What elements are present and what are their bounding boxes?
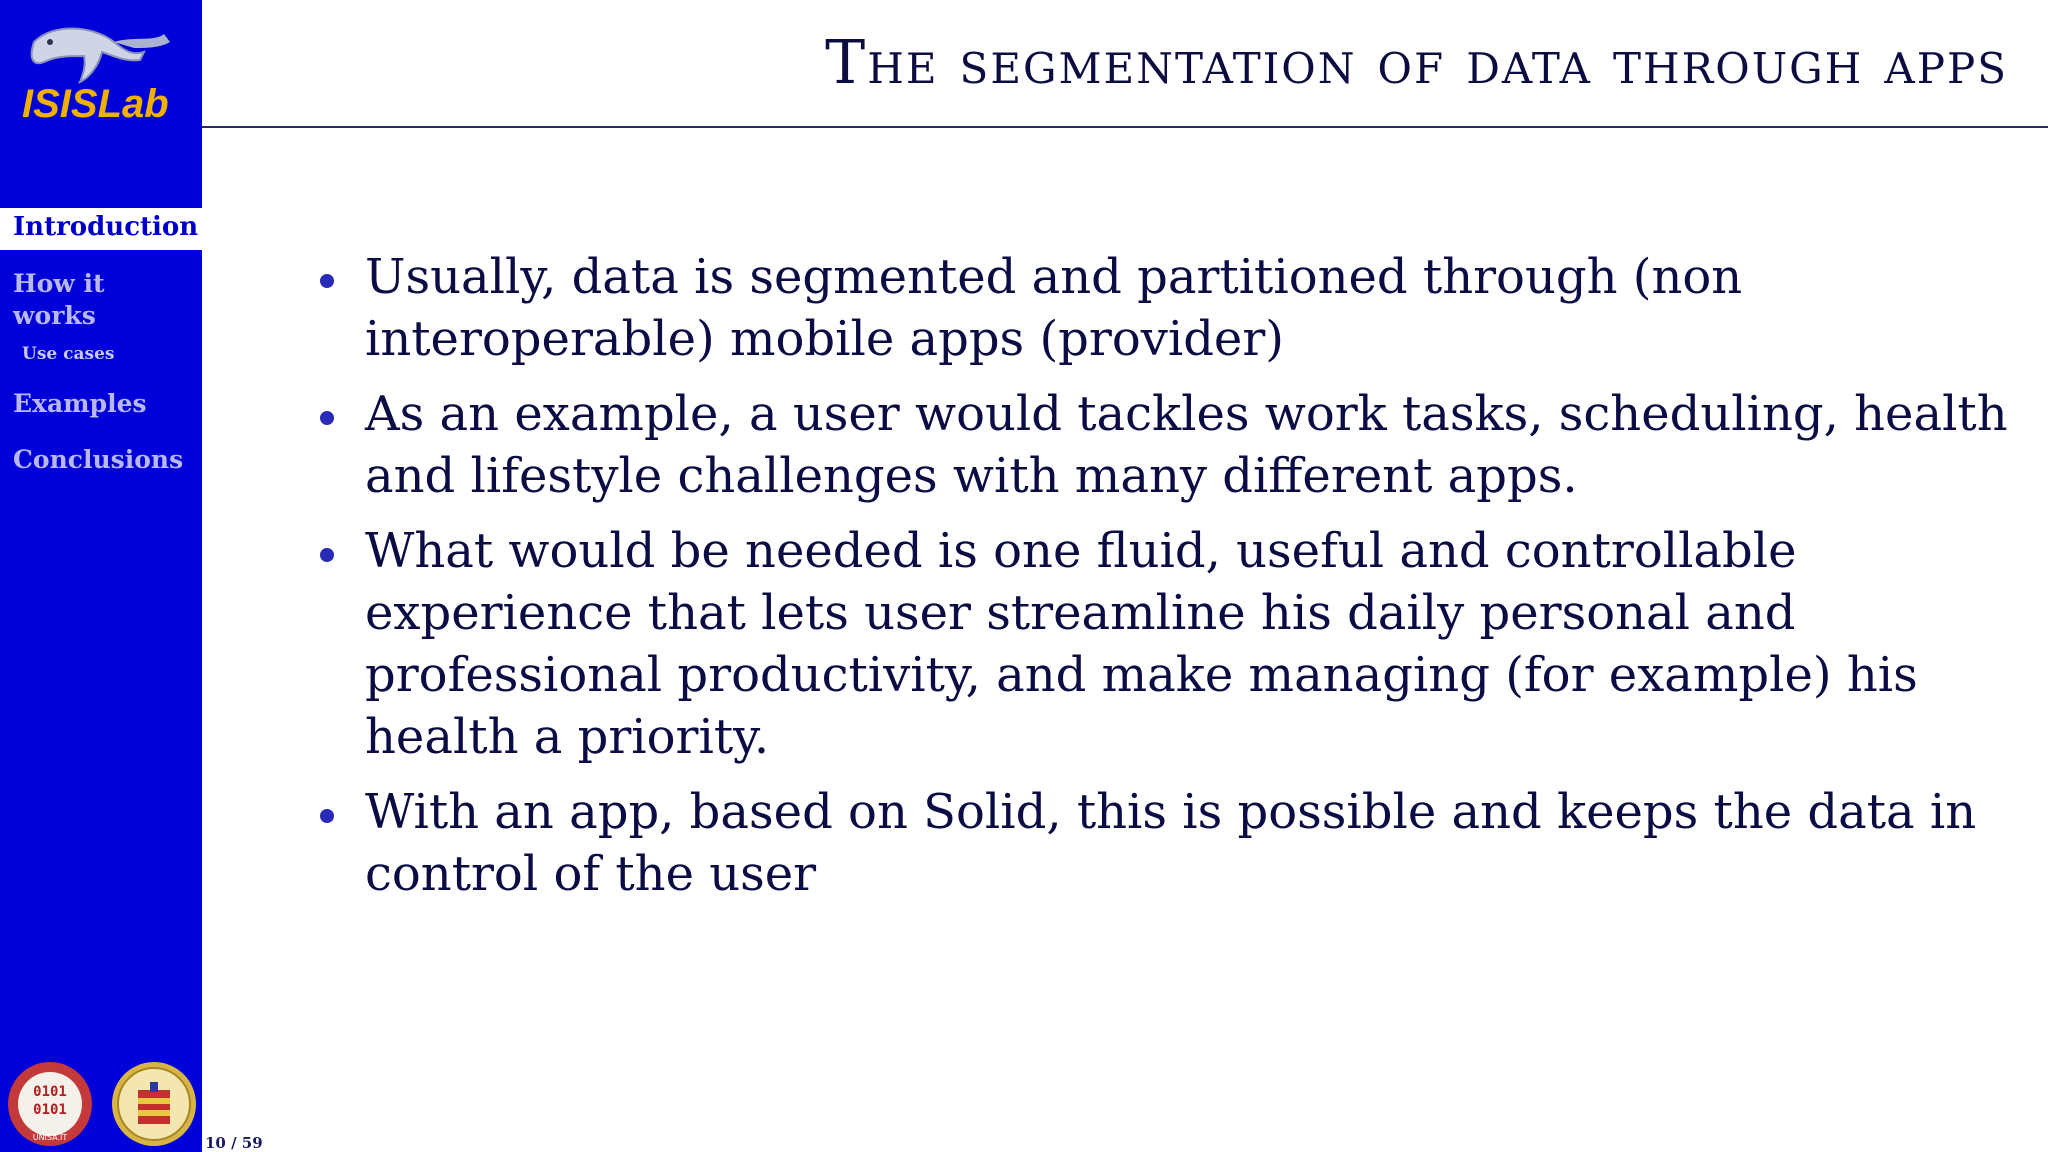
logo-text: ISISLab — [22, 82, 169, 126]
nav-item-introduction-label: Introduction — [13, 212, 199, 242]
bullet-text: What would be needed is one fluid, useful and controllable experience that lets user streamline his daily personal and professional productivity, and make managing (for example) his health a priority. — [365, 523, 1918, 765]
seal-bottom-text: UNISA.IT — [32, 1133, 68, 1142]
page-number: 10 / 59 — [205, 1134, 263, 1152]
nav-item-examples[interactable]: Examples — [13, 389, 147, 418]
dolphin-icon — [32, 28, 170, 82]
isislab-logo — [14, 12, 184, 132]
bullet-dot-icon — [320, 809, 334, 823]
bullet-dot-icon — [320, 548, 334, 562]
bullet-item — [318, 520, 2018, 768]
department-seal-icon — [6, 1060, 94, 1148]
bullet-item — [318, 781, 2018, 905]
seal-digits: 0101 — [33, 1084, 67, 1100]
bullet-list — [318, 246, 2018, 918]
bullet-dot-icon — [320, 274, 334, 288]
bullet-item — [318, 383, 2018, 507]
nav-item-how-it-works-line1: How it — [13, 269, 105, 298]
bullet-text: As an example, a user would tackles work tasks, scheduling, health and lifestyle challenges with many different apps. — [365, 386, 2008, 504]
seal-digits-2: 0101 — [33, 1102, 67, 1118]
nav-item-introduction[interactable] — [0, 208, 202, 250]
bullet-text: With an app, based on Solid, this is possible and keeps the data in control of the user — [365, 784, 1977, 902]
bullet-text: Usually, data is segmented and partitioned through (non interoperable) mobile apps (provider) — [365, 249, 1743, 367]
nav-item-how-it-works-line2: works — [13, 301, 96, 330]
nav-item-conclusions[interactable]: Conclusions — [13, 445, 184, 474]
bullet-item — [318, 246, 2018, 370]
slide-title: The segmentation of data through apps — [825, 28, 2008, 98]
university-seal-icon — [110, 1060, 198, 1148]
nav-subitem-use-cases[interactable]: Use cases — [22, 344, 115, 364]
title-divider — [202, 126, 2048, 128]
nav-item-how-it-works[interactable] — [13, 268, 105, 332]
bullet-dot-icon — [320, 411, 334, 425]
sidebar — [0, 0, 202, 1152]
